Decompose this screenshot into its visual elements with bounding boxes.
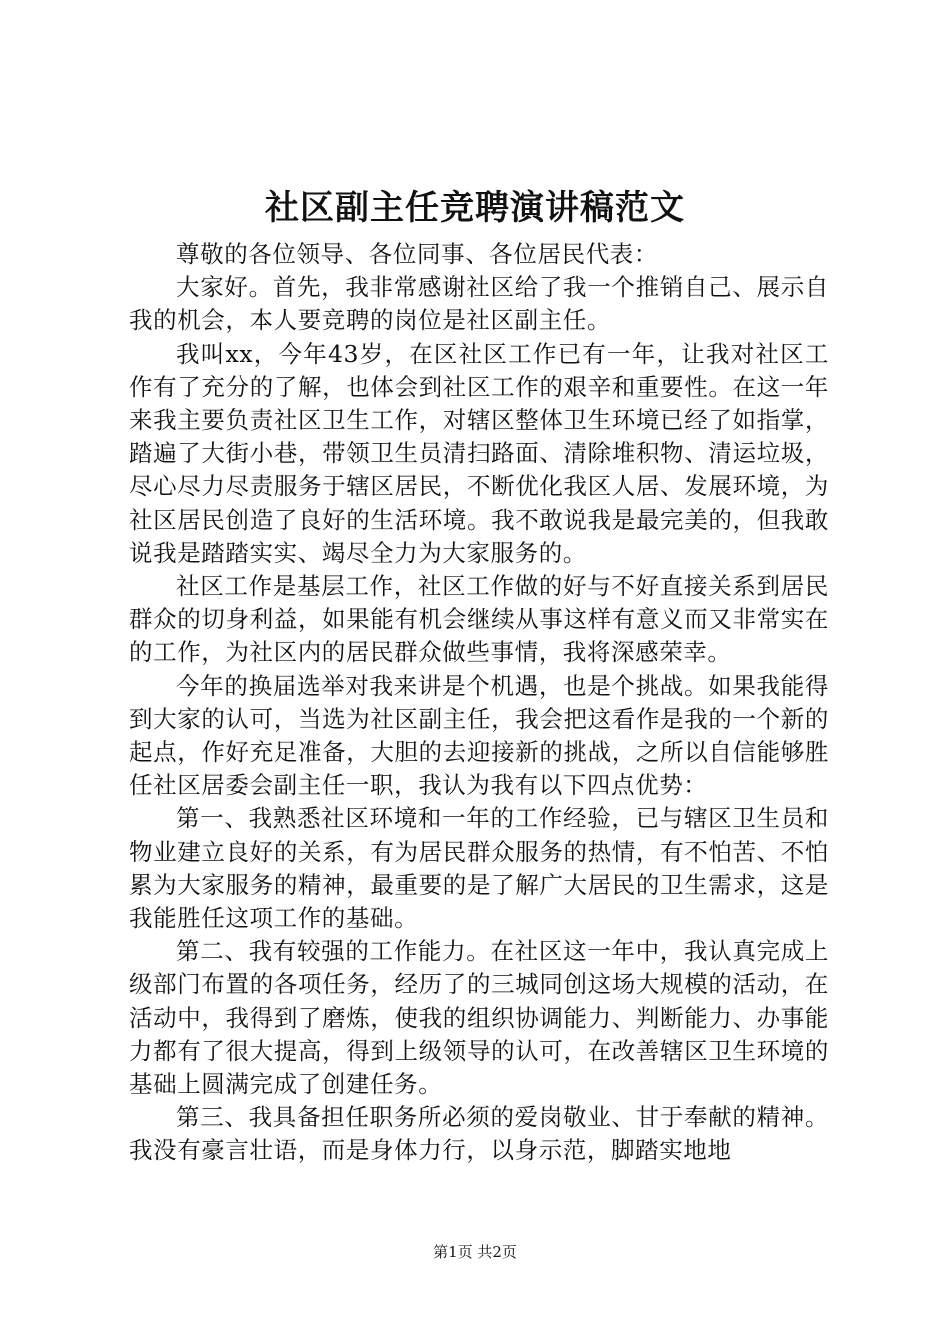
document-title: 社区副主任竞聘演讲稿范文 bbox=[265, 188, 685, 228]
body-paragraph: 第一、我熟悉社区环境和一年的工作经验，已与辖区卫生员和物业建立良好的关系，有为居民群众服务的热情，有不怕苦、不怕累为大家服务的精神，最重要的是了解广大居民的卫生需求，这是我能胜任这项工作的基础。 bbox=[129, 804, 829, 933]
body-paragraph: 第三、我具备担任职务所必须的爱岗敬业、甘于奉献的精神。我没有豪言壮语，而是身体力行，以身示范，脚踏实地地 bbox=[129, 1103, 829, 1165]
body-paragraph: 我叫xx，今年43岁，在区社区工作已有一年，让我对社区工作有了充分的了解，也体会到社区工作的艰辛和重要性。在这一年来我主要负责社区卫生工作，对辖区整体卫生环境已经了如指掌，踏遍了大街小巷，带领卫生员清扫路面、清除堆积物、清运垃圾，尽心尽力尽责服务于辖区居民，不断优化我区人居、发展环境，为社区居民创造了良好的生活环境。我不敢说我是最完美的，但我敢说我是踏踏实实、竭尽全力为大家服务的。 bbox=[129, 339, 829, 567]
body-paragraph: 大家好。首先，我非常感谢社区给了我一个推销自己、展示自我的机会，本人要竞聘的岗位是社区副主任。 bbox=[129, 273, 829, 335]
page-number-footer: 第1页 共2页 bbox=[433, 1243, 517, 1261]
body-paragraph: 今年的换届选举对我来讲是个机遇，也是个挑战。如果我能得到大家的认可，当选为社区副主任，我会把这看作是我的一个新的起点，作好充足准备，大胆的去迎接新的挑战，之所以自信能够胜任社区居委会副主任一职，我认为我有以下四点优势： bbox=[129, 671, 829, 800]
body-paragraph: 社区工作是基层工作，社区工作做的好与不好直接关系到居民群众的切身利益，如果能有机会继续从事这样有意义而又非常实在的工作，为社区内的居民群众做些事情，我将深感荣幸。 bbox=[129, 572, 829, 667]
salutation-paragraph: 尊敬的各位领导、各位同事、各位居民代表： bbox=[176, 240, 658, 268]
body-paragraph: 第二、我有较强的工作能力。在社区这一年中，我认真完成上级部门布置的各项任务，经历了的三城同创这场大规模的活动，在活动中，我得到了磨炼，使我的组织协调能力、判断能力、办事能力都有了很大提高，得到上级领导的认可，在改善辖区卫生环境的基础上圆满完成了创建任务。 bbox=[129, 937, 829, 1099]
document-body bbox=[129, 238, 829, 1168]
